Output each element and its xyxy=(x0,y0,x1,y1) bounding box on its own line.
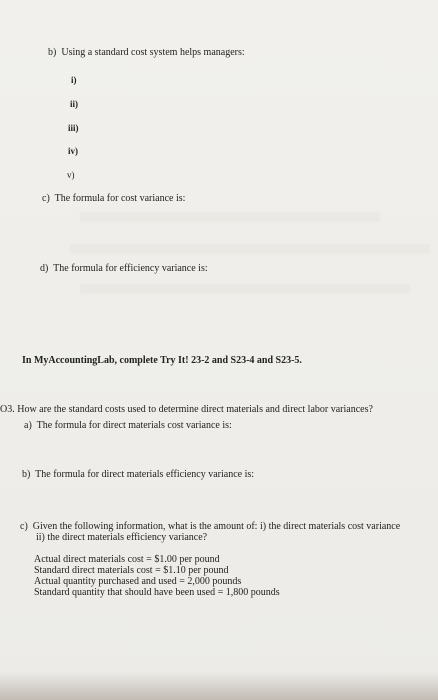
part-b-item-i: i) xyxy=(71,75,77,85)
part-d xyxy=(40,263,208,275)
part-d-label: d) xyxy=(40,263,49,274)
part-b-item-ii: ii) xyxy=(70,99,78,109)
question-3-c-text-1: Given the following information, what is the amount of: i) the direct materials cost variance xyxy=(32,521,401,532)
part-b-label: b) xyxy=(48,47,57,58)
question-3-number: O3. xyxy=(0,404,15,415)
question-3-c-line-2: ii) the direct materials efficiency variance? xyxy=(36,532,208,543)
question-3-b-label: b) xyxy=(22,469,31,480)
part-d-text: The formula for efficiency variance is: xyxy=(53,263,208,274)
question-3-b xyxy=(22,469,254,481)
part-c-text: The formula for cost variance is: xyxy=(54,193,186,204)
given-actual-cost: Actual direct materials cost = $1.00 per pound xyxy=(34,554,220,565)
given-actual-quantity: Actual quantity purchased and used = 2,000 pounds xyxy=(34,576,242,587)
reverse-side-bleed-3 xyxy=(80,284,410,294)
part-c-label: c) xyxy=(42,193,50,204)
part-b-item-v: v) xyxy=(67,170,75,180)
part-b-intro xyxy=(48,47,245,59)
part-b-item-iii: iii) xyxy=(68,123,79,133)
myaccountinglab-instruction: In MyAccountingLab, complete Try It! 23-2 and S23-4 and S23-5. xyxy=(22,355,302,366)
question-3-text: How are the standard costs used to determine direct materials and direct labor variances? xyxy=(17,404,373,415)
part-b-item-iv: iv) xyxy=(68,146,78,156)
part-c xyxy=(42,193,185,205)
reverse-side-bleed-2 xyxy=(70,244,430,254)
question-3-c-label: c) xyxy=(20,521,28,532)
question-3 xyxy=(0,404,373,416)
question-3-a-text: The formula for direct materials cost variance is: xyxy=(36,420,232,431)
part-b-text: Using a standard cost system helps managers: xyxy=(61,47,245,58)
question-3-a xyxy=(24,420,232,432)
question-3-b-text: The formula for direct materials efficiency variance is: xyxy=(35,469,255,480)
given-standard-quantity: Standard quantity that should have been used = 1,800 pounds xyxy=(34,587,280,598)
reverse-side-bleed-1 xyxy=(80,212,380,222)
given-standard-cost: Standard direct materials cost = $1.10 per pound xyxy=(34,565,229,576)
photo-bottom-shadow xyxy=(0,672,438,700)
question-3-a-label: a) xyxy=(24,420,32,431)
